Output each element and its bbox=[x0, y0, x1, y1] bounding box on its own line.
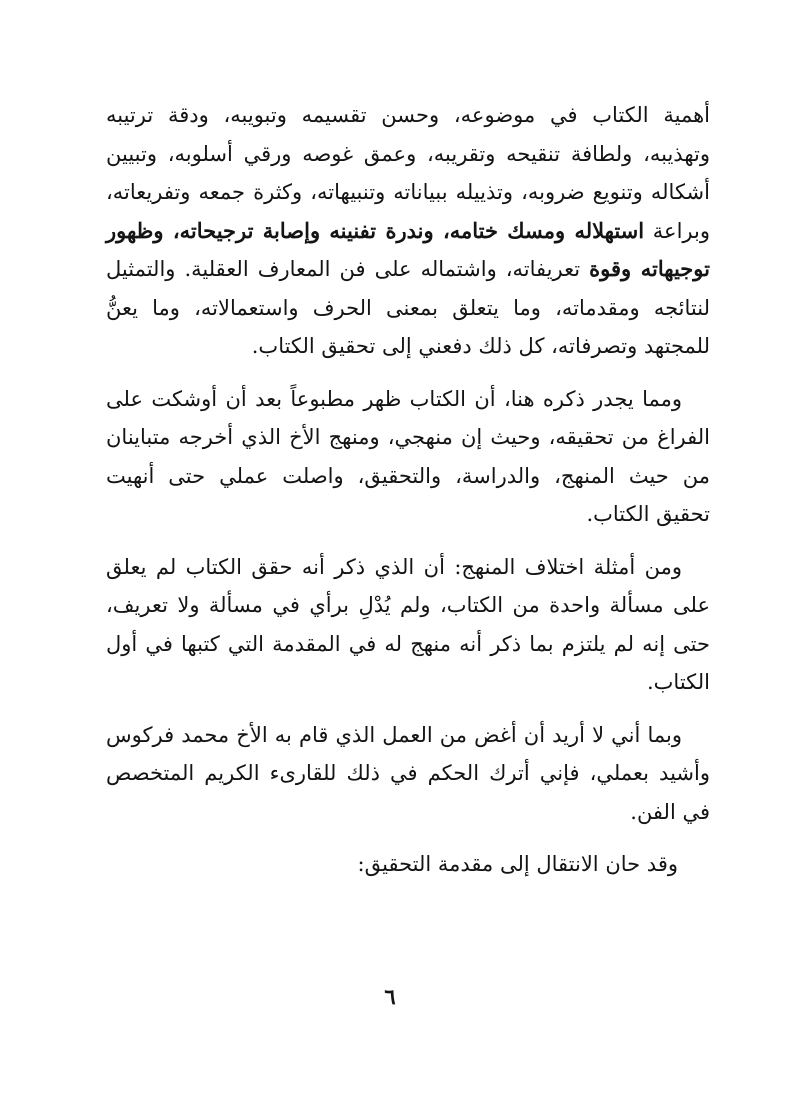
paragraph-importance-bold-part: استهلاله ومسك ختامه، وندرة تفنينه وإصابة ترجيحاته، وظهور توجيهاته وقوة bbox=[106, 217, 710, 281]
paragraph-printed-edition: ومما يجدر ذكره هنا، أن الكتاب ظهر مطبوعاً بعد أن أوشكت على الفراغ من تحقيقه، وحيث إن منهجي، ومنهج الأخ الذي أخرجه متباينان من حيث المنهج، والدراسة، والتحقيق، واصلت عملي حتى أنهيت تحقيق الكتاب. bbox=[106, 386, 710, 526]
paragraph-importance-part-2: تعريفاته، واشتماله على فن المعارف العقلية. والتمثيل لنتائجه ومقدماته، وما يتعلق بمعنى الحرف واستعمالاته، وما يعنُّ للمجتهد وتصرفاته، كل ذلك دفعني إلى تحقيق الكتاب. bbox=[106, 257, 710, 358]
page-number: ٦ bbox=[384, 984, 396, 1009]
paragraph-judgement: وبما أني لا أريد أن أغض من العمل الذي قام به الأخ محمد فركوس وأشيد بعملي، فإني أترك الحكم في ذلك للقارىء الكريم المتخصص في الفن. bbox=[106, 722, 710, 824]
paragraph-method-difference: ومن أمثلة اختلاف المنهج: أن الذي ذكر أنه حقق الكتاب لم يعلق على مسألة واحدة من الكتاب، ولم يُدْلِ برأي في مسألة ولا تعريف، حتى إنه لم يلتزم بما ذكر أنه منهج له في المقدمة التي كتبها في أول الكتاب. bbox=[106, 554, 710, 694]
body-text bbox=[106, 96, 710, 884]
paragraph-transition: وقد حان الانتقال إلى مقدمة التحقيق: bbox=[357, 852, 678, 876]
paragraph-importance-part-1: أهمية الكتاب في موضوعه، وحسن تقسيمه وتبويبه، ودقة ترتيبه وتهذيبه، ولطافة تنقيحه وتقريبه، وعمق غوصه ورقي أسلوبه، وتبيين أشكاله وتنويع ضروبه، وتذييله ببياناته وتنبيهاته، وكثرة جمعه وتفريعاته، وبراعة bbox=[106, 103, 710, 243]
paragraph-importance bbox=[106, 96, 710, 366]
